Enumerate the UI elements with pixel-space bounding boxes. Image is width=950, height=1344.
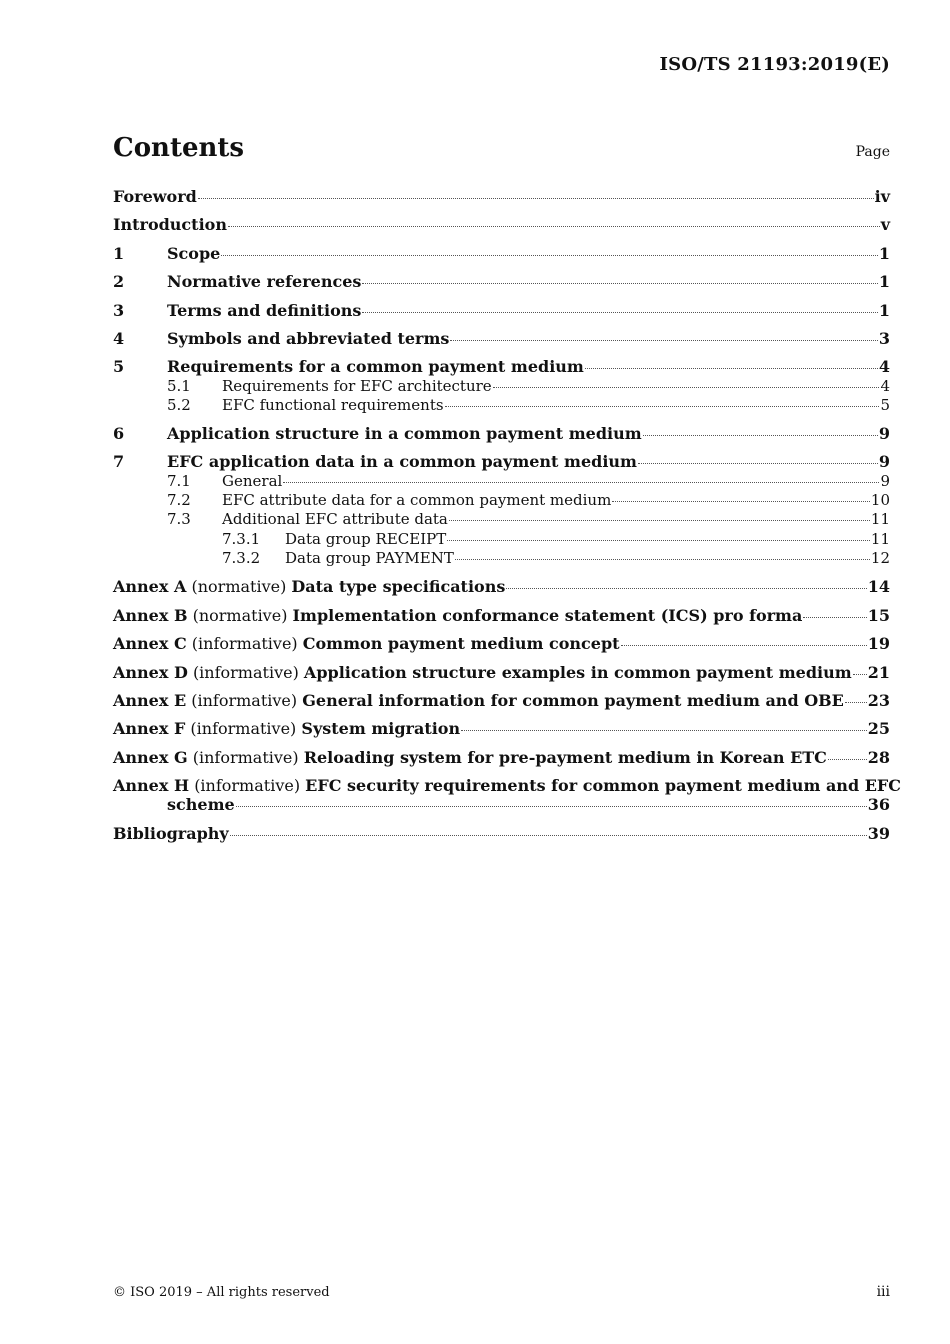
toc-clause-number: 7 [113, 452, 125, 471]
toc-entry-bibliography[interactable] [113, 824, 890, 844]
toc-entry-clause-5[interactable] [113, 357, 890, 377]
toc-annex-heading [113, 748, 827, 767]
annex-kind: (informative) [191, 691, 298, 710]
toc-entry-text: Requirements for a common payment medium [167, 357, 584, 376]
toc-entry-text: Introduction [113, 215, 227, 234]
toc-entry-clause-2[interactable] [113, 272, 890, 292]
toc-entry-annex-a[interactable] [113, 577, 890, 597]
toc-page-number: 15 [867, 606, 890, 625]
toc-page-number: 14 [867, 577, 890, 596]
toc-page-number: 10 [870, 491, 890, 509]
toc-page-number: 4 [878, 357, 890, 376]
annex-title: General information for common payment medium and OBE [302, 691, 844, 710]
toc-entry-clause-3[interactable] [113, 301, 890, 321]
annex-label: Annex E [113, 691, 187, 710]
toc-page-number: v [880, 215, 890, 234]
toc-entry-clause-7-1[interactable] [167, 472, 890, 492]
toc-annex-heading [113, 663, 852, 682]
toc-annex-heading [113, 691, 844, 710]
toc-page-number: 39 [867, 824, 890, 843]
dot-leader [638, 462, 878, 464]
annex-title-continuation: scheme [167, 795, 235, 814]
dot-leader [828, 758, 867, 760]
dot-leader [236, 805, 867, 807]
toc-entry-text: Bibliography [113, 824, 229, 843]
dot-leader [447, 539, 870, 541]
toc-page-number: 9 [878, 424, 890, 443]
toc-annex-heading [113, 606, 802, 625]
toc-page-number: 23 [867, 691, 890, 710]
toc-entry-clause-7-3-1[interactable] [222, 530, 890, 550]
dot-leader [845, 701, 867, 703]
toc-clause-number: 5.1 [167, 377, 191, 395]
toc-page-number: 4 [880, 377, 890, 395]
toc-entry-text: EFC functional requirements [222, 396, 444, 414]
dot-leader [643, 434, 878, 436]
toc-page-number: 11 [870, 530, 890, 548]
annex-title: EFC security requirements for common payment medium and EFC [305, 776, 901, 795]
toc-entry-text: Additional EFC attribute data [222, 510, 448, 528]
toc-page-number: 9 [878, 452, 890, 471]
annex-kind: (normative) [192, 606, 288, 625]
page-number: iii [876, 1284, 890, 1300]
dot-leader [612, 500, 870, 502]
toc-page-number: 19 [867, 634, 890, 653]
toc-entry-annex-c[interactable] [113, 634, 890, 654]
toc-entry-annex-h[interactable] [167, 795, 890, 815]
toc-page-number: 5 [880, 396, 890, 414]
dot-leader [585, 367, 878, 369]
toc-annex-heading [113, 719, 460, 738]
toc-page-number: 36 [867, 795, 890, 814]
toc-clause-number: 7.3 [167, 510, 191, 528]
dot-leader [621, 644, 867, 646]
toc-clause-number: 3 [113, 301, 125, 320]
annex-label: Annex G [113, 748, 188, 767]
toc-entry-clause-7-3-2[interactable] [222, 549, 890, 569]
toc-page-number: 9 [880, 472, 890, 490]
toc-entry-text: Application structure in a common payment medium [167, 424, 642, 443]
annex-label: Annex H [113, 776, 190, 795]
toc-entry-clause-7-2[interactable] [167, 491, 890, 511]
toc-page-number: 12 [870, 549, 890, 567]
annex-kind: (informative) [192, 663, 299, 682]
toc-page-number: 1 [878, 244, 890, 263]
annex-title: System migration [301, 719, 461, 738]
toc-entry-clause-7[interactable] [113, 452, 890, 472]
copyright-notice: © ISO 2019 – All rights reserved [113, 1285, 330, 1300]
annex-title: Application structure examples in common payment medium [303, 663, 852, 682]
toc-entry-annex-f[interactable] [113, 719, 890, 739]
toc-entry-clause-5-1[interactable] [167, 377, 890, 397]
toc-entry-text: Symbols and abbreviated terms [167, 329, 450, 348]
annex-label: Annex C [113, 634, 187, 653]
toc-entry-annex-h-heading[interactable] [113, 776, 901, 795]
toc-clause-number: 5.2 [167, 396, 191, 414]
toc-page-number: 1 [878, 301, 890, 320]
toc-entry-text: Data group PAYMENT [285, 549, 454, 567]
annex-title: Implementation conformance statement (ICS) pro forma [292, 606, 803, 625]
toc-entry-annex-e[interactable] [113, 691, 890, 711]
toc-clause-number: 6 [113, 424, 125, 443]
dot-leader [445, 405, 880, 407]
dot-leader [362, 282, 877, 284]
dot-leader [853, 673, 867, 675]
toc-entry-text: EFC attribute data for a common payment medium [222, 491, 612, 509]
annex-label: Annex F [113, 719, 186, 738]
toc-clause-number: 1 [113, 244, 125, 263]
annex-kind: (informative) [194, 776, 301, 795]
annex-kind: (informative) [192, 748, 299, 767]
toc-entry-clause-4[interactable] [113, 329, 890, 349]
toc-entry-text: Foreword [113, 187, 197, 206]
page-column-label: Page [855, 144, 890, 160]
toc-clause-number: 7.1 [167, 472, 191, 490]
toc-page-number: iv [874, 187, 890, 206]
dot-leader [450, 339, 877, 341]
annex-label: Annex B [113, 606, 188, 625]
dot-leader [362, 311, 877, 313]
toc-entry-text: Requirements for EFC architecture [222, 377, 492, 395]
dot-leader [493, 386, 880, 388]
dot-leader [228, 225, 880, 227]
annex-label: Annex D [113, 663, 188, 682]
contents-header [113, 133, 890, 163]
toc-page-number: 21 [867, 663, 890, 682]
dot-leader [455, 558, 870, 560]
annex-kind: (informative) [190, 719, 297, 738]
dot-leader [283, 481, 879, 483]
toc-page-number: 11 [870, 510, 890, 528]
toc-annex-heading [113, 634, 620, 653]
toc-clause-number: 2 [113, 272, 125, 291]
toc-entry-annex-g[interactable] [113, 748, 890, 768]
toc-clause-number: 7.2 [167, 491, 191, 509]
toc-entry-text: General [222, 472, 283, 490]
annex-title: Data type specifications [291, 577, 506, 596]
dot-leader [803, 616, 866, 618]
toc-page-number: 3 [878, 329, 890, 348]
annex-kind: (informative) [191, 634, 298, 653]
toc-clause-number: 7.3.1 [222, 530, 261, 548]
toc-entry-introduction[interactable] [113, 215, 890, 235]
toc-entry-text: Scope [167, 244, 221, 263]
toc-annex-heading [113, 577, 505, 596]
toc-page-number: 25 [867, 719, 890, 738]
toc-clause-number: 7.3.2 [222, 549, 261, 567]
toc-entry-clause-6[interactable] [113, 424, 890, 444]
toc-entry-text: Terms and definitions [167, 301, 362, 320]
toc-entry-annex-b[interactable] [113, 606, 890, 626]
toc-clause-number: 5 [113, 357, 125, 376]
toc-entry-clause-7-3[interactable] [167, 510, 890, 530]
annex-title: Common payment medium concept [302, 634, 620, 653]
toc-entry-clause-1[interactable] [113, 244, 890, 264]
toc-entry-annex-d[interactable] [113, 663, 890, 683]
dot-leader [198, 197, 874, 199]
annex-label: Annex A [113, 577, 187, 596]
dot-leader [449, 519, 870, 521]
annex-kind: (normative) [191, 577, 287, 596]
toc-page-number: 28 [867, 748, 890, 767]
toc-clause-number: 4 [113, 329, 125, 348]
toc-entry-foreword[interactable] [113, 187, 890, 207]
toc-entry-clause-5-2[interactable] [167, 396, 890, 416]
dot-leader [230, 834, 867, 836]
toc-entry-text: Data group RECEIPT [285, 530, 447, 548]
annex-title: Reloading system for pre-payment medium in Korean ETC [303, 748, 827, 767]
document-id: ISO/TS 21193:2019(E) [659, 54, 890, 75]
toc-page-number: 1 [878, 272, 890, 291]
contents-title: Contents [113, 133, 245, 163]
dot-leader [461, 729, 867, 731]
dot-leader [221, 254, 878, 256]
dot-leader [506, 587, 866, 589]
toc-entry-text: EFC application data in a common payment medium [167, 452, 637, 471]
toc-entry-text: Normative references [167, 272, 362, 291]
